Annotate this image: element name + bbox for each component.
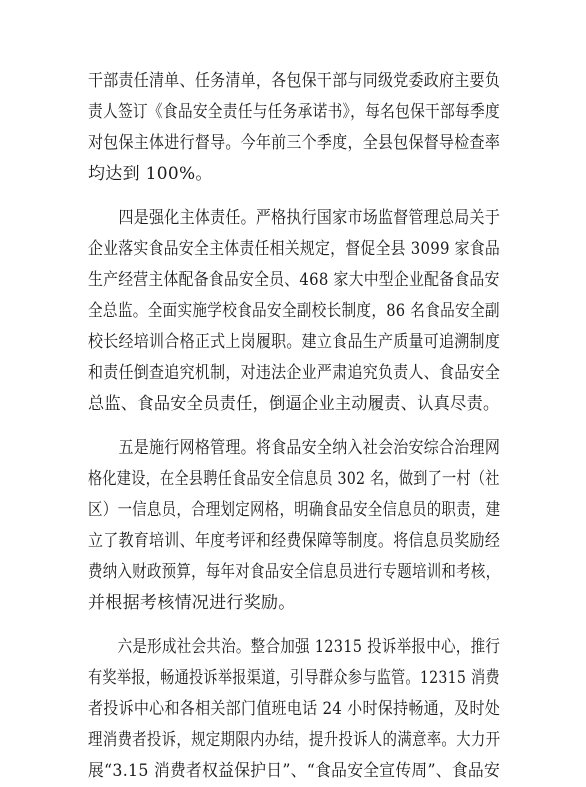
text-line: 生产经营主体配备食品安全员、468 家大中型企业配备食品安 [88, 270, 500, 290]
text-line: 有奖举报，畅通投诉举报渠道，引导群众参与监管。12315 消费 [88, 668, 500, 688]
text-line: 企业落实食品安全主体责任相关规定，督促全县 3099 家食品 [88, 239, 501, 259]
text-line: 区）一信息员，合理划定网格，明确食品安全信息员的职责，建 [88, 500, 501, 520]
text-line: 总监、食品安全员责任，倒逼企业主动履责、认真尽责。 [88, 394, 500, 414]
text-line: 费纳入财政预算，每年对食品安全信息员进行专题培训和考核， [88, 562, 501, 582]
text-line: 均达到 100%。 [88, 164, 213, 184]
paragraph-main-responsibility [88, 203, 500, 420]
paragraph-spacer [88, 190, 500, 203]
text-line: 展“3.15 消费者权益保护日”、“食品安全宣传周”、食品安 [88, 761, 501, 781]
text-line: 四是强化主体责任。严格执行国家市场监督管理总局关于 [88, 208, 501, 228]
paragraph-responsibility-lists [88, 66, 500, 190]
paragraph-grid-management [88, 433, 500, 619]
text-line: 责人签订《食品安全责任与任务承诺书》，每名包保干部每季度 [88, 102, 500, 122]
paragraph-social-governance [88, 632, 500, 787]
text-line: 和责任倒查追究机制，对违法企业严肃追究负责人、食品安全 [88, 363, 501, 383]
text-line: 对包保主体进行督导。今年前三个季度，全县包保督导检查率 [88, 133, 501, 153]
paragraph-spacer [88, 619, 500, 632]
document-page [88, 66, 500, 787]
text-line: 全总监。全面实施学校食品安全副校长制度，86 名食品安全副 [88, 301, 500, 321]
text-line: 者投诉中心和各相关部门值班电话 24 小时保持畅通，及时处 [88, 699, 501, 719]
text-line: 干部责任清单、任务清单，各包保干部与同级党委政府主要负 [88, 71, 501, 91]
text-line: 校长经培训合格正式上岗履职。建立食品生产质量可追溯制度 [88, 332, 501, 352]
text-line: 理消费者投诉，规定期限内办结，提升投诉人的满意率。大力开 [88, 730, 501, 750]
text-line: 五是施行网格管理。将食品安全纳入社会治安综合治理网 [88, 438, 501, 458]
text-line: 六是形成社会共治。整合加强 12315 投诉举报中心，推行 [88, 637, 501, 657]
text-line: 格化建设，在全县聘任食品安全信息员 302 名，做到了一村（社 [88, 469, 500, 489]
text-line: 立了教育培训、年度考评和经费保障等制度。将信息员奖励经 [88, 531, 501, 551]
paragraph-spacer [88, 420, 500, 433]
text-line: 并根据考核情况进行奖励。 [88, 593, 296, 613]
